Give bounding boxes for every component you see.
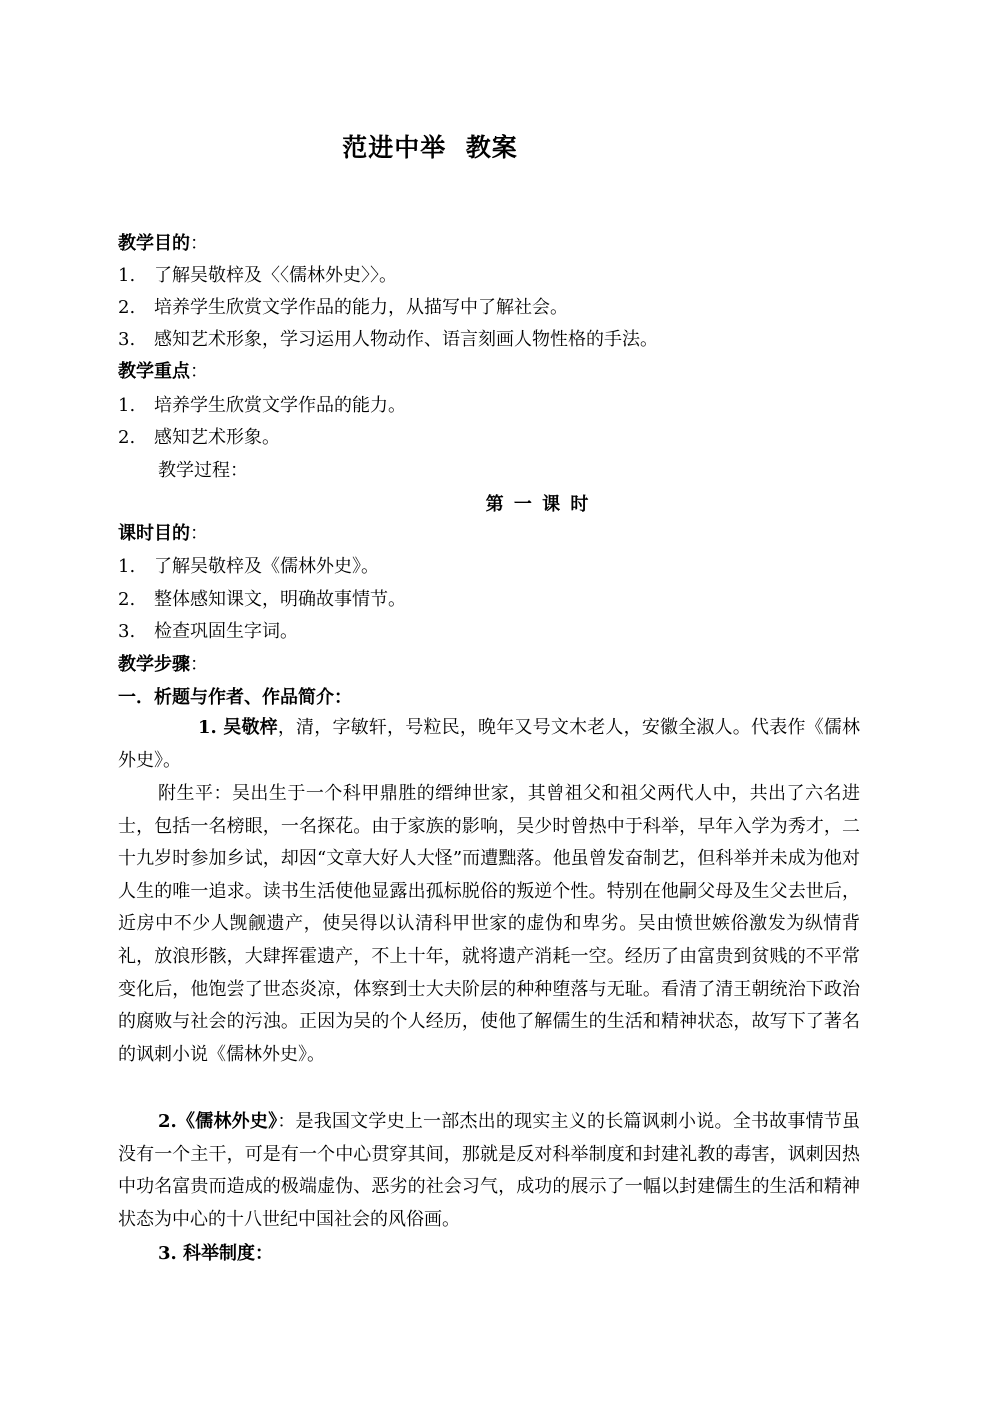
list-item: 1. 培养学生欣赏文学作品的能力。 (118, 395, 406, 416)
section-one-heading: 一．析题与作者、作品简介： (118, 687, 352, 708)
work-paragraph (118, 1106, 860, 1236)
objectives-heading: 教学目的： (118, 233, 208, 254)
author-text: ，清，字敏轩，号粒民，晚年又号文木老人，安徽全淑人。代表作《儒林外史》。 (118, 717, 861, 771)
list-item: 1. 了解吴敬梓及〈〈儒林外史〉〉。 (118, 265, 397, 286)
biography-text: 附生平：吴出生于一个科甲鼎胜的缙绅世家，其曾祖父和祖父两代人中，共出了六名进士，包括一名榜眼，一名探花。由于家族的影响，吴少时曾热中于科举，早年入学为秀才，二十九岁时参加乡试，却因“文章大好人大怪”而遭黜落。他虽曾发奋制艺，但科举并未成为他对人生的唯一追求。读书生活使他显露出孤标脱俗的叛逆个性。特别在他嗣父母及生父去世后，近房中不少人觊觎遗产，使吴得以认清科甲世家的虚伪和卑劣。吴由愤世嫉俗激发为纵情背礼，放浪形骸，大肆挥霍遗产，不上十年，就将遗产消耗一空。经历了由富贵到贫贱的不平常变化后，他饱尝了世态炎凉，体察到士大夫阶层的种种堕落与无耻。看清了清王朝统治下政治的腐败与社会的污浊。正因为吴的个人经历，使他了解儒生的生活和精神状态，故写下了著名的讽刺小说《儒林外史》。 (118, 783, 860, 1065)
work-text: ：是我国文学史上一部杰出的现实主义的长篇讽刺小说。全书故事情节虽没有一个主干，可是有一个中心贯穿其间，那就是反对科举制度和封建礼教的毒害，讽刺因热中功名富贵而造成的极端虚伪、恶劣的社会习气，成功的展示了一幅以封建儒生的生活和精神状态为中心的十八世纪中国社会的风俗画。 (118, 1111, 861, 1230)
key-points-heading: 教学重点： (118, 361, 208, 382)
author-paragraph (118, 712, 860, 777)
list-item: 1. 了解吴敬梓及《儒林外史》。 (118, 556, 379, 577)
process-label: 教学过程： (158, 460, 248, 481)
list-item: 2. 培养学生欣赏文学作品的能力，从描写中了解社会。 (118, 297, 568, 318)
list-item: 2. 整体感知课文，明确故事情节。 (118, 589, 406, 610)
list-item: 3. 感知艺术形象，学习运用人物动作、语言刻画人物性格的手法。 (118, 329, 658, 350)
author-name: 1. 吴敬梓 (198, 717, 278, 738)
page-title: 范进中举 教案 (342, 133, 518, 162)
lesson-title: 第 一 课 时 (485, 494, 591, 515)
biography-paragraph (118, 778, 860, 1071)
work-title: 2.《儒林外史》 (158, 1111, 278, 1132)
list-item: 3. 检查巩固生字词。 (118, 621, 298, 642)
exam-system-heading: 3. 科举制度： (158, 1243, 274, 1264)
list-item: 2. 感知艺术形象。 (118, 427, 280, 448)
steps-heading: 教学步骤： (118, 654, 208, 675)
lesson-objectives-heading: 课时目的： (118, 523, 208, 544)
